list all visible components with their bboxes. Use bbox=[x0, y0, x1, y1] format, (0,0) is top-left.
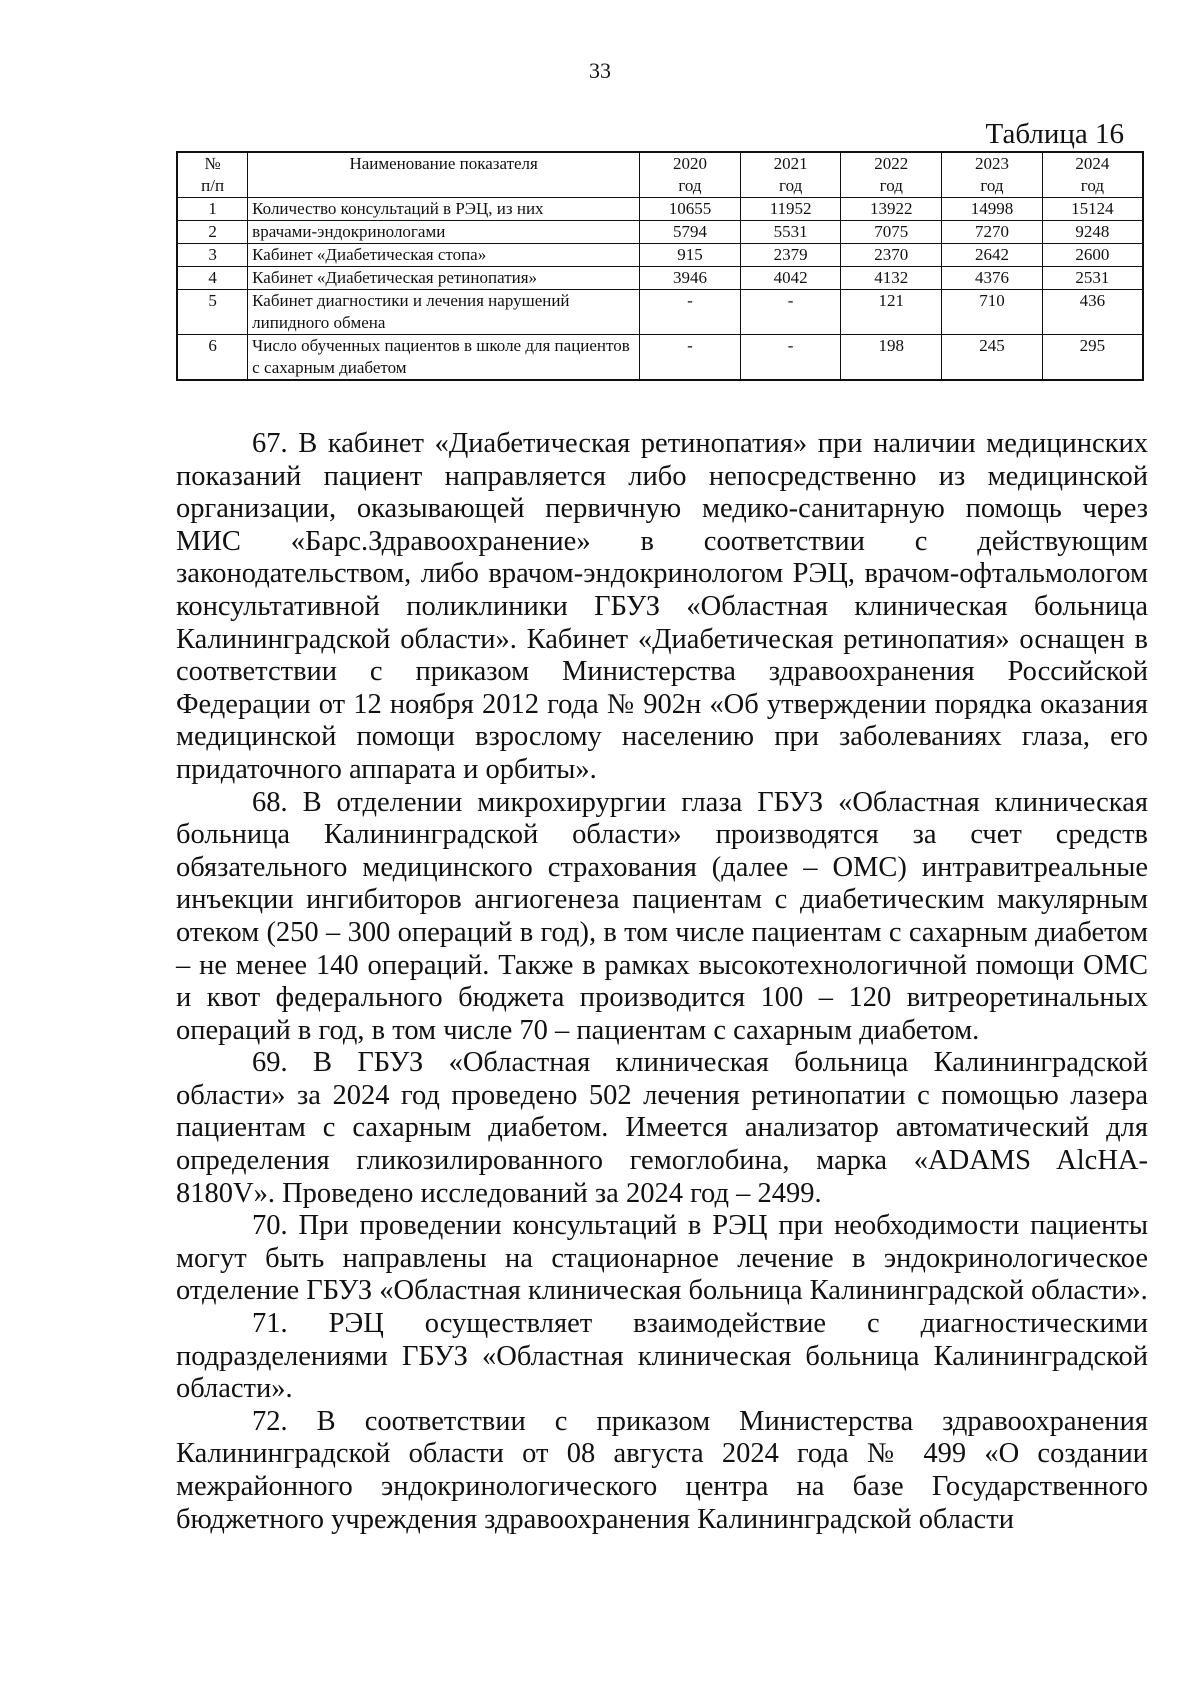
row-value: 4132 bbox=[841, 267, 942, 290]
header-year-unit: год bbox=[1080, 176, 1104, 195]
row-value: 198 bbox=[841, 335, 942, 381]
header-year-unit: год bbox=[678, 176, 702, 195]
row-value: 2370 bbox=[841, 244, 942, 267]
header-year-2022 bbox=[841, 152, 942, 198]
row-number: 1 bbox=[177, 198, 248, 221]
row-value: 915 bbox=[640, 244, 741, 267]
paragraph-67: 67. В кабинет «Диабетическая ретинопатия» при наличии медицинских показаний пациент направляется либо непосредственно из медицинской организации, оказывающей первичную медико-санитарную помощь через МИС «Барс.Здравоохранение» в соответствии с действующим законодательством, либо врачом-эндокринологом РЭЦ, врачом-офтальмологом консультативной поликлиники ГБУЗ «Областная клиническая больница Калининградской области». Кабинет «Диабетическая ретинопатия» оснащен в соответствии с приказом Министерства здравоохранения Российской Федерации от 12 ноября 2012 года № 902н «Об утверждении порядка оказания медицинской помощи взрослому населению при заболеваниях глаза, его придаточного аппарата и орбиты». bbox=[176, 428, 1148, 785]
header-year-2024 bbox=[1042, 152, 1143, 198]
header-year-unit: год bbox=[980, 176, 1004, 195]
header-year-value: 2020 bbox=[672, 154, 707, 173]
header-year-value: 2024 bbox=[1075, 154, 1110, 173]
paragraph-72: 72. В соответствии с приказом Министерства здравоохранения Калининградской области от 08 августа 2024 года № 499 «О создании межрайонного эндокринологического центра на базе Государственного бюджетного учреждения здравоохранения Калининградской области bbox=[176, 1405, 1148, 1535]
row-number: 5 bbox=[177, 290, 248, 335]
indicators-table bbox=[176, 151, 1144, 381]
row-value: 295 bbox=[1042, 335, 1143, 381]
header-year-value: 2022 bbox=[874, 154, 909, 173]
row-name: врачами-эндокринологами bbox=[248, 221, 640, 244]
page-number: 33 bbox=[589, 58, 611, 83]
row-number: 6 bbox=[177, 335, 248, 381]
header-year-2020 bbox=[640, 152, 741, 198]
document-body bbox=[176, 428, 1148, 1536]
row-number: 2 bbox=[177, 221, 248, 244]
row-value: 2379 bbox=[740, 244, 841, 267]
row-value: 2531 bbox=[1042, 267, 1143, 290]
paragraph-71: 71. РЭЦ осуществляет взаимодействие с диагностическими подразделениями ГБУЗ «Областная клиническая больница Калининградской области». bbox=[176, 1308, 1148, 1405]
row-value: 14998 bbox=[942, 198, 1043, 221]
header-year-unit: год bbox=[779, 176, 803, 195]
row-value: 5531 bbox=[740, 221, 841, 244]
table-row bbox=[177, 267, 1143, 290]
paragraph-70: 70. При проведении консультаций в РЭЦ при необходимости пациенты могут быть направлены на стационарное лечение в эндокринологическое отделение ГБУЗ «Областная клиническая больница Калининградской области». bbox=[176, 1210, 1148, 1307]
row-number: 3 bbox=[177, 244, 248, 267]
row-value: - bbox=[640, 335, 741, 381]
row-value: 11952 bbox=[740, 198, 841, 221]
row-name: Кабинет диагностики и лечения нарушений липидного обмена bbox=[248, 290, 640, 335]
row-value: - bbox=[640, 290, 741, 335]
row-value: 7075 bbox=[841, 221, 942, 244]
row-value: 3946 bbox=[640, 267, 741, 290]
row-value: 245 bbox=[942, 335, 1043, 381]
row-number: 4 bbox=[177, 267, 248, 290]
table-row bbox=[177, 221, 1143, 244]
table-caption: Таблица 16 bbox=[985, 118, 1124, 150]
header-year-unit: год bbox=[879, 176, 903, 195]
header-no-line1: № bbox=[204, 154, 221, 173]
row-value: 10655 bbox=[640, 198, 741, 221]
row-value: 2600 bbox=[1042, 244, 1143, 267]
header-no bbox=[177, 152, 248, 198]
row-value: 4376 bbox=[942, 267, 1043, 290]
table-row bbox=[177, 290, 1143, 335]
row-value: - bbox=[740, 290, 841, 335]
header-year-2023 bbox=[942, 152, 1043, 198]
row-value: 15124 bbox=[1042, 198, 1143, 221]
row-value: 9248 bbox=[1042, 221, 1143, 244]
row-name: Количество консультаций в РЭЦ, из них bbox=[248, 198, 640, 221]
header-name: Наименование показателя bbox=[248, 152, 640, 198]
row-name: Кабинет «Диабетическая стопа» bbox=[248, 244, 640, 267]
row-value: 121 bbox=[841, 290, 942, 335]
row-value: 7270 bbox=[942, 221, 1043, 244]
table-row bbox=[177, 198, 1143, 221]
row-value: 4042 bbox=[740, 267, 841, 290]
header-no-line2: п/п bbox=[201, 176, 225, 195]
table-row bbox=[177, 244, 1143, 267]
table-row bbox=[177, 335, 1143, 381]
paragraph-69: 69. В ГБУЗ «Областная клиническая больница Калининградской области» за 2024 год проведено 502 лечения ретинопатии с помощью лазера пациентам с сахарным диабетом. Имеется анализатор автоматический для определения гликозилированного гемоглобина, марка «ADAMS AlcHA-8180V». Проведено исследований за 2024 год – 2499. bbox=[176, 1047, 1148, 1209]
row-name: Кабинет «Диабетическая ретинопатия» bbox=[248, 267, 640, 290]
row-value: 2642 bbox=[942, 244, 1043, 267]
row-value: 710 bbox=[942, 290, 1043, 335]
paragraph-68: 68. В отделении микрохирургии глаза ГБУЗ «Областная клиническая больница Калининградской области» производятся за счет средств обязательного медицинского страхования (далее – ОМС) интравитреальные инъекции ингибиторов ангиогенеза пациентам с диабетическим макулярным отеком (250 – 300 операций в год), в том числе пациентам с сахарным диабетом – не менее 140 операций. Также в рамках высокотехнологичной помощи ОМС и квот федерального бюджета производится 100 – 120 витреоретинальных операций в год, в том числе 70 – пациентам с сахарным диабетом. bbox=[176, 786, 1148, 1046]
row-value: - bbox=[740, 335, 841, 381]
header-year-value: 2023 bbox=[974, 154, 1009, 173]
row-value: 436 bbox=[1042, 290, 1143, 335]
row-name: Число обученных пациентов в школе для пациентов с сахарным диабетом bbox=[248, 335, 640, 381]
header-year-2021 bbox=[740, 152, 841, 198]
header-year-value: 2021 bbox=[773, 154, 808, 173]
row-value: 5794 bbox=[640, 221, 741, 244]
row-value: 13922 bbox=[841, 198, 942, 221]
table-header-row bbox=[177, 152, 1143, 198]
